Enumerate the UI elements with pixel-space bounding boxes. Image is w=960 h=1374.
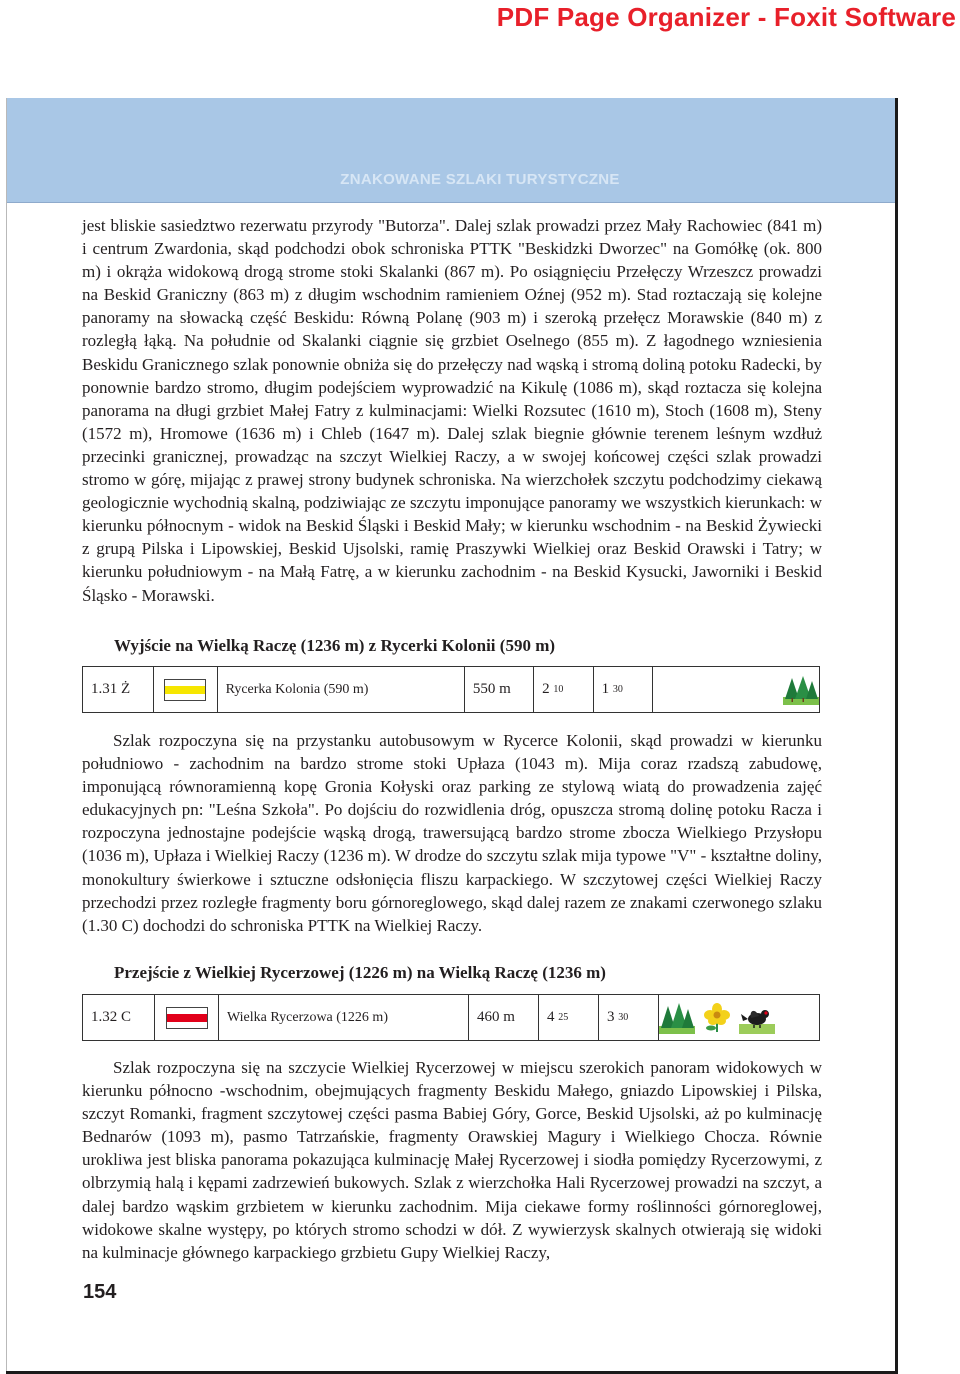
forest-icon <box>783 675 819 705</box>
attraction-icons <box>659 995 819 1040</box>
time-down-hours: 1 <box>601 681 610 697</box>
route-start: Wielka Rycerzowa (1226 m) <box>219 995 469 1040</box>
route-number: 1.31 Ż <box>83 667 154 712</box>
paragraph-intro: jest bliskie sasiedztwo rezerwatu przyrody "Butorza". Dalej szlak prowadzi przez Mały Rachowiec (841 m) i centrum Zwardonia, skąd podchodzi obok schroniska PTTK "Beskidzki Dworzec" na Gomółkę (ok. 800 m) i okrąża widokową drogą strome stoki Skalanki (867 m). Po osiągnięciu Przełęczy Wrzeszcz prowadzi na Beskid Graniczny (863 m) z długim wschodnim ramieniem Oźnej (952 m). Stad roztaczają się kolejne panoramy na słowacką część Beskidu: Równą Polanę (903 m) i szeroką przełęcz Morawskie (840 m) z rozległą łąką. Na południe od Skalanki ciągnie się grzbiet Oselnego (855 m). Z łagodnego wzniesienia Beskidu Granicznego szlak ponownie obniża się do przełęczy nad wąską i stromą doliną potoku Radecki, by ponownie bardzo stromo, długim podejściem wyprowadzić na Kikulę (1086 m), skąd roztacza się kolejna panorama na długi grzbiet Małej Fatry z kulminacjami: Wielki Rozsutec (1610 m), Stoch (1608 m), Steny (1572 m), Hromowe (1636 m) i Chleb (1647 m). Dalej szlak biegnie głównie terenem leśnym wzdłuż przecinki granicznej, prowadząc na szczyt Wielkiej Raczy, a w swojej końcowej części szlak prowadzi stromo w górę, mijając z prawej strony budynek schroniska. Na wierzchołek szczytu podchodzimy ciekawą geologicznie wychodnią skalną, podziwiając ze szczytu imponujące panoramy we wszystkich kierunkach: w kierunku północnym - widok na Beskid Śląski i Beskid Mały; w kierunku wschodnim - na Beskid Żywiecki z grupą Pilska i Lipowskiej, Beskid Ujsolski, ramię Praszywki Wielkiej oraz Beskid Orawski i Tatry; w kierunku południowym - na Małą Fatrę, a w kierunku zachodnim - na Beskid Kysucki, Jaworniki i Beskid Śląsko - Morawski. <box>82 216 822 605</box>
time-down: 3 30 <box>599 995 659 1040</box>
attraction-icons <box>653 667 819 712</box>
route-heading-1-32: Przejście z Wielkiej Rycerzowej (1226 m) na Wielką Raczę (1236 m) <box>114 963 606 982</box>
foxit-watermark: PDF Page Organizer - Foxit Software <box>496 2 956 32</box>
trail-mark-cell <box>155 995 219 1040</box>
time-down-hours: 3 <box>607 1009 615 1025</box>
time-up-hours: 4 <box>547 1009 555 1025</box>
route-heading-1-31: Wyjście na Wielką Raczę (1236 m) z Rycerki Kolonii (590 m) <box>114 636 556 655</box>
route-elevation-gain: 550 m <box>465 667 534 712</box>
time-up: 2 10 <box>534 667 593 712</box>
route-table-1-31 <box>82 666 820 713</box>
header-title: ZNAKOWANE SZLAKI TURYSTYCZNE <box>340 171 620 188</box>
time-down: 1 30 <box>594 667 653 712</box>
flower-icon <box>699 1002 735 1034</box>
page-number: 154 <box>83 1281 117 1303</box>
route-elevation-gain: 460 m <box>469 995 539 1040</box>
paragraph-route-1-31: Szlak rozpoczyna się na przystanku autobusowym w Rycerce Kolonii, skąd prowadzi w kierunku południowo - zachodnim na bardzo strome stoki Upłaza (1043 m). Mija coraz rzadszą zabudowę, imponującą równoramienną kopę Gronia Kołyski oraz parking ze stylową wiatą do prowadzenia zajęć edukacyjnych pn: "Leśna Szkoła". Po dojściu do rozwidlenia dróg, opuszcza stromą dolinę potoku Racza i rozpoczyna jednostajne podejście wąską drogą, trawersującą bardzo strome zbocza Wielkiego Przysłopu (1036 m), Upłaza i Wielkiej Raczy (1236 m). W drodze do szczytu szlak mija typowe "V" - kształtne doliny, monokultury świerkowe i sztuczne odsłonięcia fliszu karpackiego. W szczytowej części Wielkiej Raczy przechodzi przez rozległe fragmenty boru górnoreglowego, skąd dalej razem ze znakami czerwonego szlaku (1.30 C) dochodzi do schroniska PTTK na Wielkiej Raczy. <box>82 731 822 935</box>
route-start: Rycerka Kolonia (590 m) <box>218 667 465 712</box>
time-up: 4 25 <box>539 995 599 1040</box>
route-number: 1.32 C <box>83 995 155 1040</box>
red-trail-mark-icon <box>166 1007 208 1029</box>
bird-icon <box>739 1002 775 1034</box>
yellow-trail-mark-icon <box>164 679 206 701</box>
paragraph-route-1-32: Szlak rozpoczyna się na szczycie Wielkiej Rycerzowej w miejscu szerokich panoram widokowych w kierunku północno -wschodnim, obejmujących fragmenty Beskidu Małego, gniazdo Lipowskiej i Pilska, szczyt Romanki, fragment szczytowej części pasma Babiej Góry, Gorce, Beskid Ujsolski, aż po kulminację Bednarów (1093 m), pasmo Tatrzańskie, fragmenty Orawskiej Magury i Wielkiego Chocza. Równie urokliwa jest bliska panorama pokazująca kulminację Małej Rycerzowej i siodła pomiędzy Rycerzowymi, z olbrzymią halą i kępami zadrzewień bukowych. Szlak z wierzchołka Hali Rycerzowej prowadzi na szczyt, a dalej bardzo wąskim grzbietem w kierunku zachodnim. Mija ciekawe formy roślinności górnoreglowej, widokowe skalne występy, po których stromo schodzi w dół. Z wywierzysk skalnych otwierają się widoki na kulminacje głównego karpackiego grzbietu Gupy Wielkiej Raczy, <box>82 1058 822 1262</box>
forest-icon <box>659 1002 695 1034</box>
time-up-hours: 2 <box>542 681 550 697</box>
trail-mark-cell <box>154 667 217 712</box>
route-table-1-32 <box>82 994 820 1041</box>
